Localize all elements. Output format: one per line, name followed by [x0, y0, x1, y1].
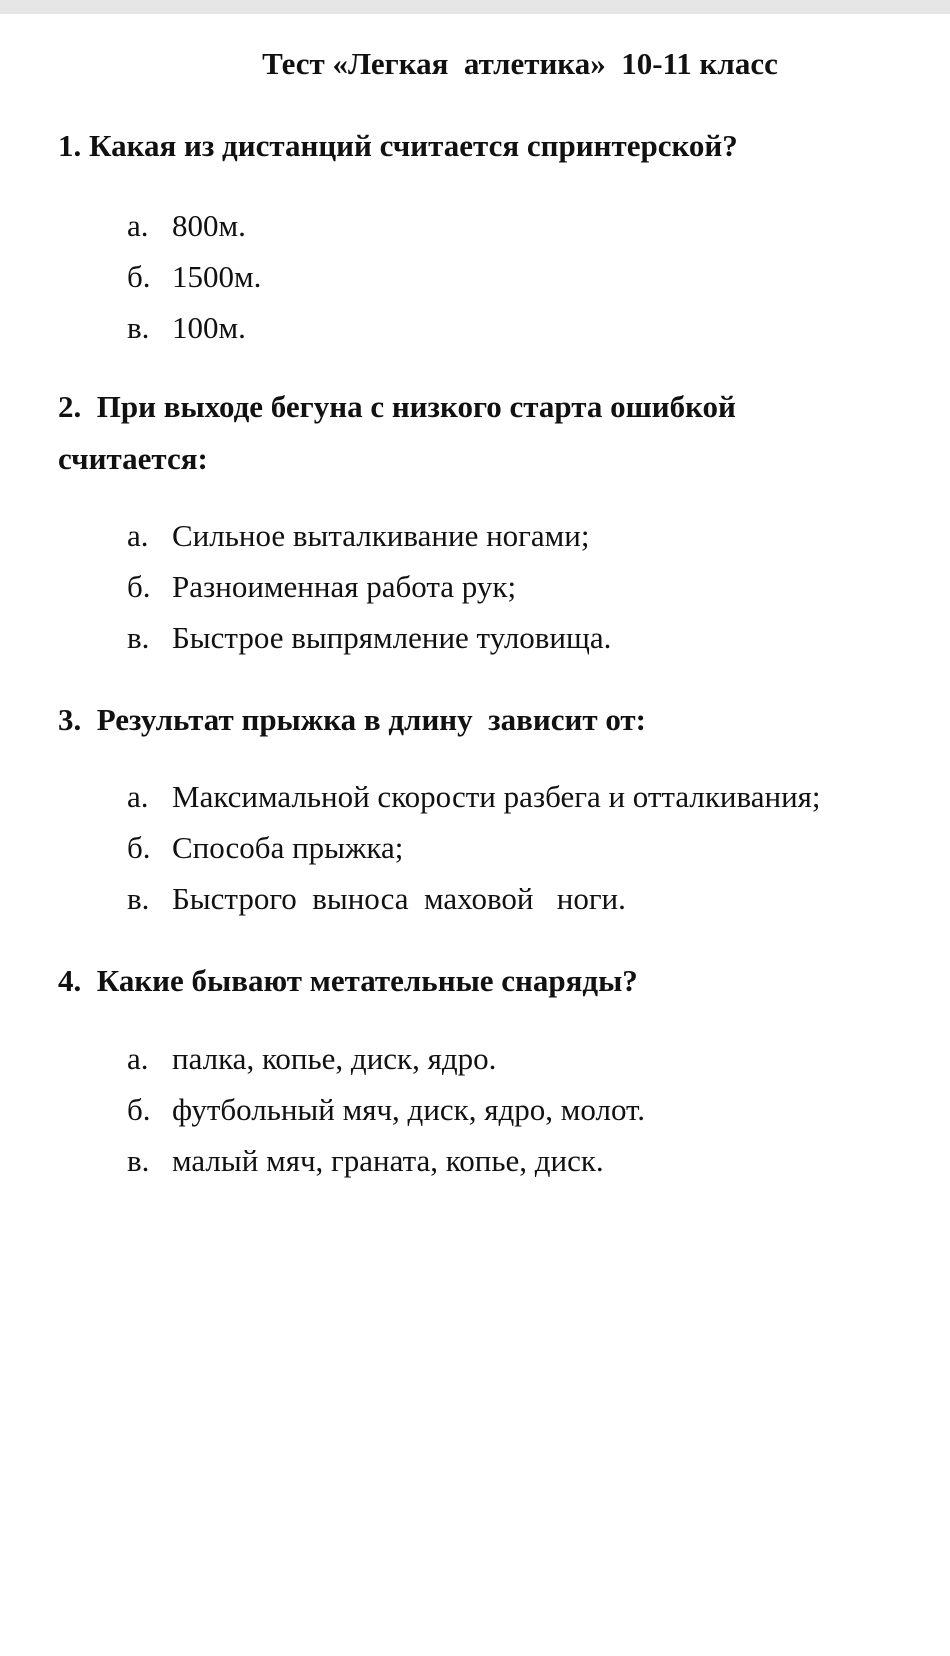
option: [127, 510, 947, 561]
option: [127, 822, 947, 873]
option-text: 1500м.: [172, 259, 262, 294]
option-marker: а.: [127, 1041, 149, 1076]
option: [127, 612, 947, 663]
option-text: Способа прыжка;: [172, 830, 404, 865]
option-marker: а.: [127, 518, 149, 553]
option-text: 100м.: [172, 310, 246, 345]
option-marker: в.: [127, 310, 150, 345]
option-text: 800м.: [172, 208, 246, 243]
question-1: 1. Какая из дистанций считается спринтерской?: [58, 128, 738, 163]
option-marker: а.: [127, 208, 149, 243]
option-text: малый мяч, граната, копье, диск.: [172, 1143, 604, 1178]
question-2-options: [127, 510, 947, 663]
option: [127, 1135, 947, 1186]
question-2: 2. При выходе бегуна с низкого старта ошибкой считается:: [58, 389, 744, 476]
question-3-options: [127, 771, 947, 924]
option-marker: б.: [127, 830, 151, 865]
option-marker: а.: [127, 779, 149, 814]
option-text: футбольный мяч, диск, ядро, молот.: [172, 1092, 646, 1127]
option-text: Максимальной скорости разбега и отталкивания;: [172, 779, 821, 814]
option-text: Быстрого выноса маховой ноги.: [172, 881, 626, 916]
option-text: Сильное выталкивание ногами;: [172, 518, 590, 553]
option-text: палка, копье, диск, ядро.: [172, 1041, 497, 1076]
question-1-options: [127, 200, 947, 353]
option: [127, 251, 947, 302]
option-marker: б.: [127, 259, 151, 294]
option-text: Быстрое выпрямление туловища.: [172, 620, 612, 655]
option-marker: в.: [127, 881, 150, 916]
option: [127, 771, 947, 822]
option-text: Разноименная работа рук;: [172, 569, 517, 604]
option-marker: б.: [127, 1092, 151, 1127]
option: [127, 873, 947, 924]
option: [127, 200, 947, 251]
page-title: Тест «Легкая атлетика» 10-11 класс: [262, 46, 778, 81]
option: [127, 1084, 947, 1135]
option: [127, 561, 947, 612]
question-4-options: [127, 1033, 947, 1186]
option-marker: б.: [127, 569, 151, 604]
option: [127, 1033, 947, 1084]
option-marker: в.: [127, 620, 150, 655]
option-marker: в.: [127, 1143, 150, 1178]
option: [127, 302, 947, 353]
question-3: 3. Результат прыжка в длину зависит от:: [58, 702, 646, 737]
question-4: 4. Какие бывают метательные снаряды?: [58, 963, 638, 998]
